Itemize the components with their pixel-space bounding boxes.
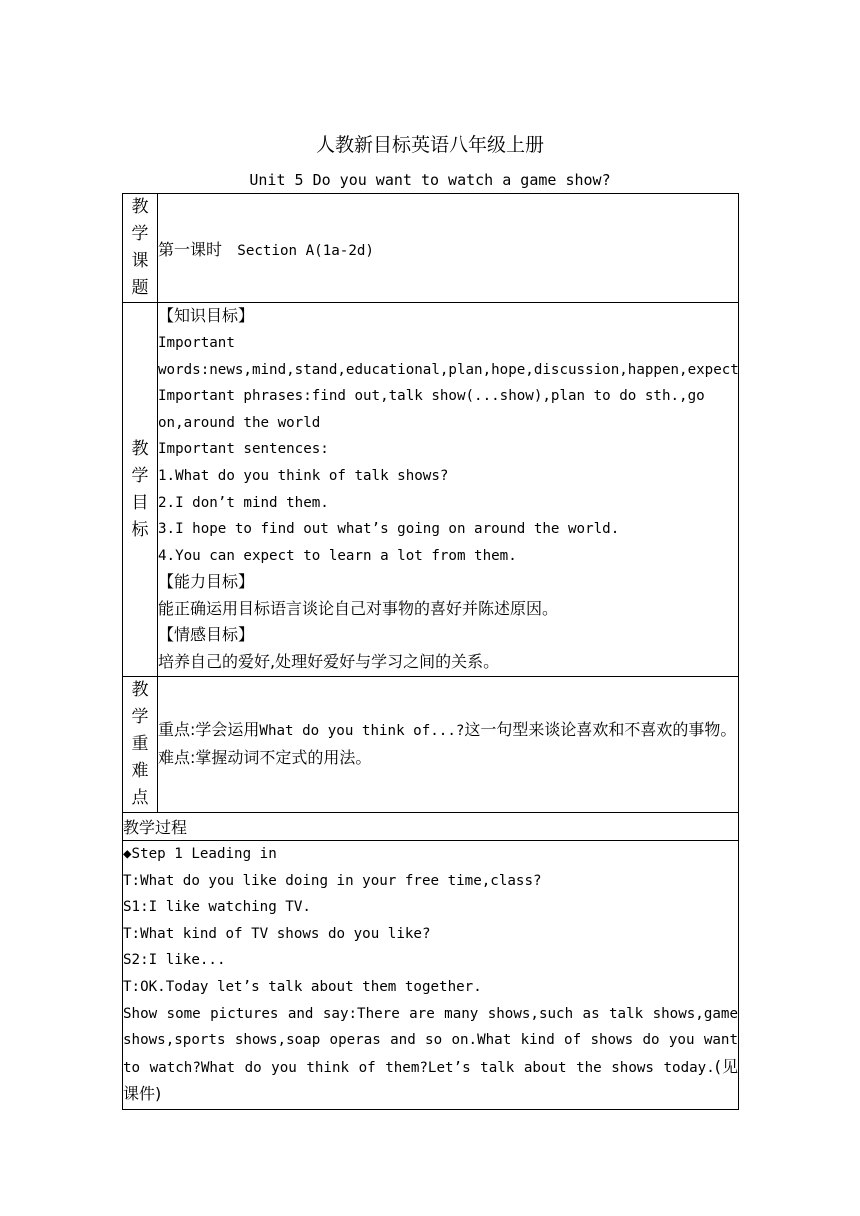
row-teaching-objectives [123, 303, 739, 677]
process-paragraph: Show some pictures and say:There are many shows,such as talk shows,game shows,sports shows,soap operas and so on.What kind of shows do you want to watch?What do you think of them?Let’s talk about the shows today.(见课件) [123, 1005, 738, 1104]
unit-title: Unit 5 Do you want to watch a game show? [249, 171, 611, 189]
lesson-number: 第一课时 [158, 239, 223, 259]
knowledge-heading: 【知识目标】 [158, 306, 255, 326]
row-key-points [123, 677, 739, 813]
important-phrases-1: Important phrases:find out,talk show(...show),plan to do sth.,go [158, 388, 705, 405]
step-heading: ◆Step 1 Leading in [123, 846, 277, 862]
row-process-body [123, 841, 739, 1110]
sentence-1: 1.What do you think of talk shows? [158, 467, 449, 484]
ability-objective: 能正确运用目标语言谈论自己对事物的喜好并陈述原因。 [158, 598, 559, 618]
label-key-points: 教 学 重 难 点 [123, 677, 158, 813]
words-label: Important [158, 334, 235, 351]
dialogue-line: S1:I like watching TV. [123, 899, 311, 916]
ability-heading: 【能力目标】 [158, 572, 255, 592]
emotion-objective: 培养自己的爱好,处理好爱好与学习之间的关系。 [158, 652, 500, 672]
sentence-4: 4.You can expect to learn a lot from them. [158, 547, 517, 564]
key-points-cell [158, 677, 739, 813]
row-process-heading [123, 813, 739, 841]
lesson-topic-cell [158, 194, 739, 303]
difficult-point: 难点:掌握动词不定式的用法。 [158, 748, 372, 767]
lesson-plan-table [122, 193, 739, 1110]
lesson-section: Section A(1a-2d) [237, 242, 374, 259]
sentences-heading: Important sentences: [158, 441, 329, 458]
label-teaching-objectives: 教 学 目 标 [123, 303, 158, 677]
objectives-cell [158, 303, 739, 677]
important-phrases-2: on,around the world [158, 414, 321, 431]
document-title: 人教新目标英语八年级上册 [315, 134, 544, 156]
important-words: words:news,mind,stand,educational,plan,hope,discussion,happen,expect [158, 361, 739, 378]
dialogue-line: S2:I like... [123, 952, 226, 969]
dialogue-line: T:OK.Today let’s talk about them together. [123, 978, 482, 995]
key-point: 重点:学会运用What do you think of...?这一句型来谈论喜欢和不喜欢的事物。 [158, 720, 737, 740]
sentence-2: 2.I don’t mind them. [158, 494, 329, 511]
label-lesson-topic: 教 学 课 题 [123, 194, 158, 303]
dialogue-line: T:What kind of TV shows do you like? [123, 925, 431, 942]
process-cell [123, 841, 739, 1110]
sentence-3: 3.I hope to find out what’s going on around the world. [158, 521, 620, 538]
process-heading: 教学过程 [123, 813, 739, 841]
row-lesson-topic [123, 194, 739, 303]
emotion-heading: 【情感目标】 [158, 625, 255, 645]
dialogue-line: T:What do you like doing in your free time,class? [123, 872, 542, 889]
